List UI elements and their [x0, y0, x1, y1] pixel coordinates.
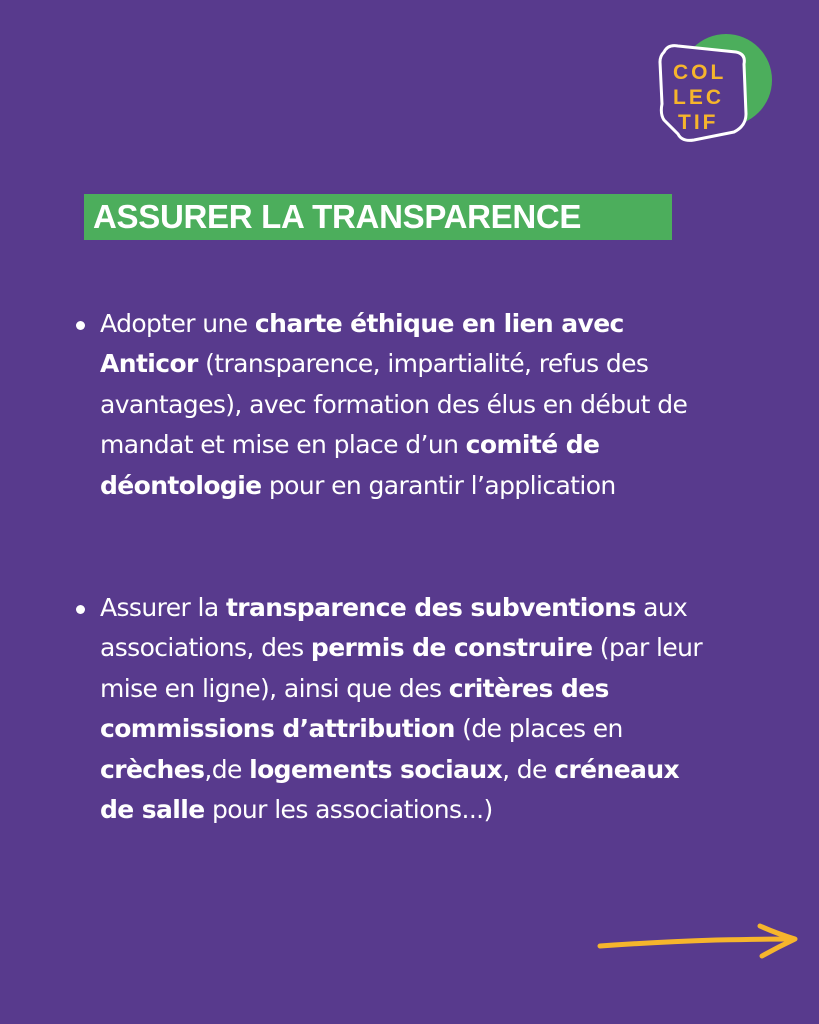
bullet-text: pour en garantir l’application [261, 470, 616, 500]
arrow-right-graphic [596, 922, 800, 962]
bullet-bold-text: logements sociaux [249, 754, 503, 784]
bullet-text: Assurer la [100, 593, 226, 622]
bullet-item-transparence [100, 588, 720, 830]
page-title: ASSURER LA TRANSPARENCE [93, 198, 582, 235]
arrow-right-icon[interactable] [596, 922, 800, 962]
collectif-logo-mark [654, 30, 774, 148]
bullet-dot [76, 321, 85, 330]
bullet-text: (de places en [454, 714, 623, 744]
bullet-bold-text: créneaux de salle [100, 754, 680, 825]
collectif-logo [654, 30, 774, 148]
bullet-bold-text: charte éthique en lien avec Anticor [100, 309, 624, 379]
bullet-text: (par leur mise en ligne), ainsi que des [100, 633, 703, 703]
bullet-text: pour les associations...) [204, 795, 493, 825]
bullet-dot [76, 605, 85, 614]
bullet-bold-text: crèches [100, 754, 205, 784]
logo-line-1: COL [673, 61, 727, 84]
bullet-text: aux associations, des [100, 593, 688, 663]
bullet-text: (transparence, impartialité, refus des avantages), avec formation des élus en début de mandat et mise en place d’un [100, 349, 688, 460]
bullet-text: Adopter une [100, 309, 255, 338]
bullet-text: ,de [204, 754, 250, 784]
bullet-bold-text: transparence des subventions [225, 593, 636, 622]
bullet-bold-text: permis de construire [310, 633, 593, 663]
bullet-bold-text: comité de déontologie [100, 430, 600, 500]
logo-line-2: LEC [673, 86, 724, 109]
bullet-text: , de [502, 754, 555, 784]
bullet-item-charte [100, 304, 720, 506]
bullet-bold-text: critères des commissions d’attribution [100, 673, 609, 744]
logo-line-3: TIF [678, 111, 719, 134]
